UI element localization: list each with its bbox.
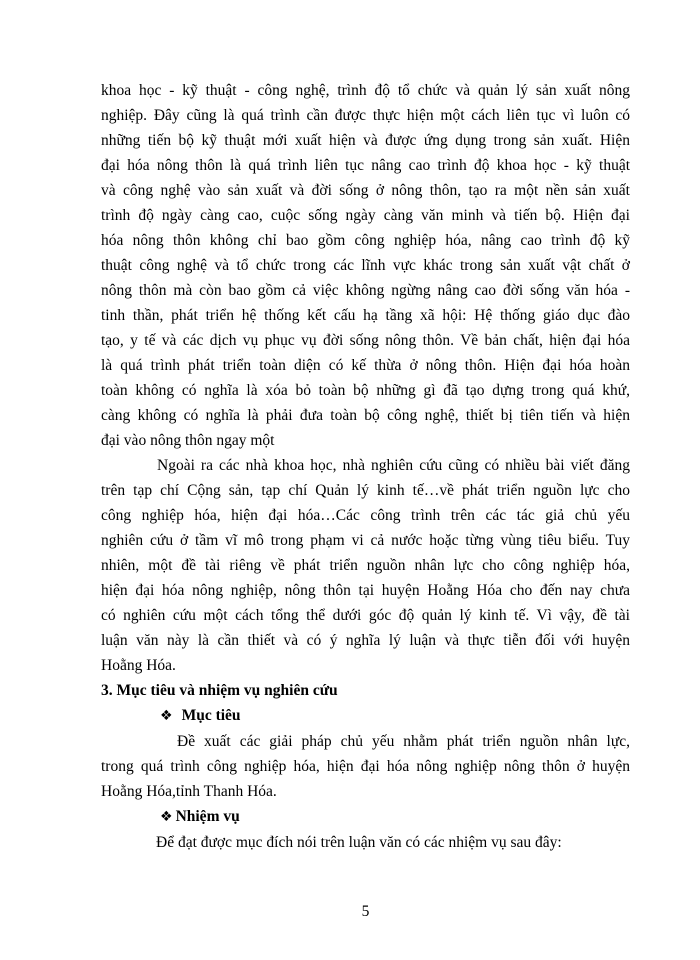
subheading-muc-tieu — [101, 703, 630, 729]
subheading-nhiem-vu — [101, 804, 630, 830]
text-line: Để đạt được mục đích nói trên luận văn có các nhiệm vụ sau đây: — [156, 834, 562, 851]
paragraph-literature-review — [101, 453, 630, 678]
paragraph-tasks — [101, 830, 630, 855]
text-line: tạo, y tế và các dịch vụ phục vụ đời sống nông thôn. Về bản chất, hiện đại hóa — [101, 332, 630, 349]
diamond-bullet-icon: ❖ — [160, 708, 173, 724]
text-line: đại vào nông thôn ngay một — [101, 432, 275, 449]
text-line: công nghiệp hóa, hiện đại hóa…Các công trình trên các tác giả chủ yếu — [101, 507, 630, 524]
text-line: trong quá trình công nghiệp hóa, hiện đại hóa nông nghiệp nông thôn ở huyện — [101, 758, 630, 775]
text-line: trên tạp chí Cộng sản, tạp chí Quản lý kinh tế…về phát triển nguồn lực cho — [101, 482, 630, 499]
text-line: những tiến bộ kỹ thuật mới xuất hiện và được ứng dụng trong sản xuất. Hiện — [101, 132, 630, 149]
text-line: thuật công nghệ và tổ chức trong các lĩnh vực khác trong sản xuất vật chất ở — [101, 257, 630, 274]
page-number: 5 — [361, 903, 370, 920]
text-line: Hoằng Hóa,tỉnh Thanh Hóa. — [101, 783, 277, 800]
text-line: có nghiên cứu một cách tổng thể dưới góc độ quản lý kinh tế. Vì vậy, đề tài — [101, 607, 630, 624]
text-line: nhiên, một đề tài riêng về phát triển nguồn nhân lực cho công nghiệp hóa, — [101, 557, 630, 574]
text-line: toàn không có nghĩa là xóa bỏ toàn bộ những gì đã tạo dựng trong quá khứ, — [101, 382, 630, 399]
subheading-label: Mục tiêu — [181, 707, 241, 724]
text-line: nông thôn mà còn bao gồm cả việc không ngừng nâng cao đời sống văn hóa - — [101, 282, 630, 299]
paragraph-objective — [101, 729, 630, 804]
text-line: Đề xuất các giải pháp chủ yếu nhằm phát triển nguồn nhân lực, — [177, 733, 630, 750]
text-line: Hoằng Hóa. — [101, 657, 176, 674]
diamond-bullet-icon: ❖ — [160, 809, 173, 825]
text-line: khoa học - kỹ thuật - công nghệ, trình độ tổ chức và quản lý sản xuất nông — [101, 82, 630, 99]
text-line: trình độ ngày càng cao, cuộc sống ngày càng văn minh và tiến bộ. Hiện đại — [101, 207, 630, 224]
text-line: nghiệp. Đây cũng là quá trình cần được thực hiện một cách liên tục vì luôn có — [101, 107, 630, 124]
text-line: đại hóa nông thôn là quá trình liên tục nâng cao trình độ khoa học - kỹ thuật — [101, 157, 630, 174]
text-line: càng không có nghĩa là phải đưa toàn bộ công nghệ, thiết bị tiên tiến và hiện — [101, 407, 630, 424]
document-body — [101, 78, 630, 924]
text-line: nghiên cứu ở tầm vĩ mô trong phạm vi cả nước hoặc từng vùng tiêu biểu. Tuy — [101, 532, 630, 549]
text-line: hóa nông thôn không chỉ bao gồm công nghiệp hóa, nâng cao trình độ kỹ — [101, 232, 630, 249]
text-line: Ngoài ra các nhà khoa học, nhà nghiên cứu cũng có nhiều bài viết đăng — [157, 457, 630, 474]
section-heading: 3. Mục tiêu và nhiệm vụ nghiên cứu — [101, 682, 338, 699]
text-line: và công nghệ vào sản xuất và đời sống ở nông thôn, tạo ra một nền sản xuất — [101, 182, 630, 199]
text-line: hiện đại hóa nông nghiệp, nông thôn tại huyện Hoằng Hóa cho đến nay chưa — [101, 582, 630, 599]
subheading-label: Nhiệm vụ — [175, 808, 240, 825]
text-line: là quá trình phát triển toàn diện có kế thừa ở nông thôn. Hiện đại hóa hoàn — [101, 357, 630, 374]
text-line: tinh thần, phát triển hệ thống kết cấu hạ tầng xã hội: Hệ thống giáo dục đào — [101, 307, 630, 324]
text-line: luận văn này là cần thiết và có ý nghĩa lý luận và thực tiễn đối với huyện — [101, 632, 630, 649]
paragraph-continuation — [101, 78, 630, 453]
